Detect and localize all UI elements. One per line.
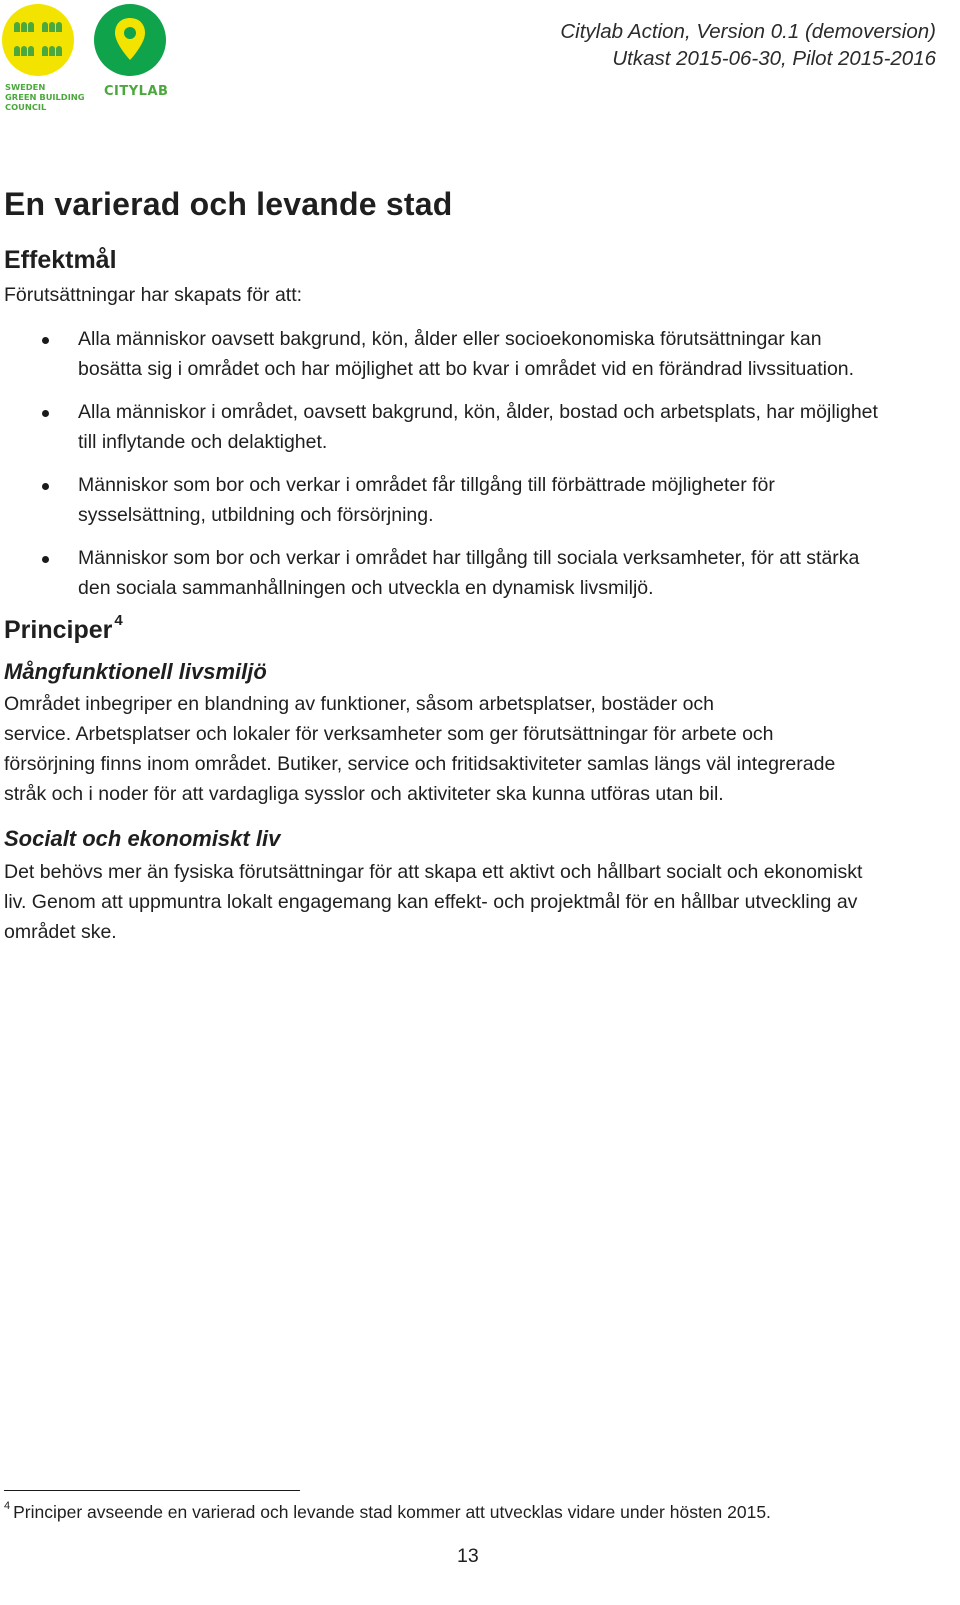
list-item-line: bosätta sig i området och har möjlighet att bo kvar i området vid en förändrad livssituation. xyxy=(78,357,855,380)
sgbc-caption-line: SWEDEN xyxy=(5,82,46,92)
list-item-line: sysselsättning, utbildning och försörjning. xyxy=(78,503,434,526)
section-heading-mangfunktionell: Mångfunktionell livsmiljö xyxy=(4,659,267,684)
paragraph-line: service. Arbetsplatser och lokaler för verksamheter som ger förutsättningar för arbete och xyxy=(4,723,774,745)
list-item-line: Människor som bor och verkar i området har tillgång till sociala verksamheter, för att stärka xyxy=(78,547,860,569)
footnote-number: 4 xyxy=(4,1500,11,1512)
citylab-logo xyxy=(94,4,170,104)
principer-heading xyxy=(4,612,123,645)
sgbc-buildings-icon xyxy=(2,4,74,76)
list-item-line: till inflytande och delaktighet. xyxy=(78,430,328,453)
paragraph-line: försörjning finns inom området. Butiker, service och fritidsaktiviteter samlas längs väl integrerade xyxy=(4,753,836,775)
list-item-line: Alla människor oavsett bakgrund, kön, ålder eller socioekonomiska förutsättningar kan xyxy=(78,328,822,350)
page-number: 13 xyxy=(457,1545,479,1567)
page-title: En varierad och levande stad xyxy=(4,186,453,222)
paragraph-line: området ske. xyxy=(4,921,117,943)
paragraph-line: Området inbegriper en blandning av funktioner, såsom arbetsplatser, bostäder och xyxy=(4,693,715,715)
document-version-info xyxy=(560,18,936,72)
list-item xyxy=(0,544,940,603)
list-item xyxy=(0,471,940,530)
bullet-icon xyxy=(42,337,49,344)
section-paragraph-mangfunktionell xyxy=(4,689,939,809)
bullet-icon xyxy=(42,556,49,563)
footnote-reference[interactable]: 4 xyxy=(114,612,123,629)
list-item-line: Alla människor i området, oavsett bakgrund, kön, ålder, bostad och arbetsplats, har möjlighet xyxy=(78,401,878,423)
footnote-text: Principer avseende en varierad och levande stad kommer att utvecklas vidare under hösten 2015. xyxy=(13,1502,771,1522)
paragraph-line: stråk och i noder för att vardagliga sysslor och aktiviteter ska kunna utföras utan bil. xyxy=(4,783,724,805)
footnote xyxy=(4,1502,771,1523)
list-item-line: Människor som bor och verkar i området får tillgång till förbättrade möjligheter för xyxy=(78,474,775,496)
sgbc-logo-caption xyxy=(5,82,85,112)
map-pin-icon xyxy=(94,4,166,76)
list-item xyxy=(0,325,940,384)
list-item-line: den sociala sammanhållningen och utveckla en dynamisk livsmiljö. xyxy=(78,576,654,599)
sgbc-caption-line: GREEN BUILDING xyxy=(5,92,85,102)
sgbc-logo xyxy=(2,4,85,114)
bullet-icon xyxy=(42,483,49,490)
paragraph-line: Det behövs mer än fysiska förutsättningar för att skapa ett aktivt och hållbart socialt och ekonomiskt xyxy=(4,861,863,883)
list-item xyxy=(0,398,940,457)
citylab-logo-caption: CITYLAB xyxy=(104,84,169,99)
effektmal-heading: Effektmål xyxy=(4,246,117,274)
bullet-icon xyxy=(42,410,49,417)
section-paragraph-socialt xyxy=(4,857,939,947)
draft-date-line: Utkast 2015-06-30, Pilot 2015-2016 xyxy=(612,47,936,70)
effektmal-list xyxy=(0,325,940,617)
principer-heading-text: Principer xyxy=(4,616,113,644)
version-line: Citylab Action, Version 0.1 (demoversion) xyxy=(560,20,936,43)
footnote-divider xyxy=(4,1490,300,1491)
section-heading-socialt: Socialt och ekonomiskt liv xyxy=(4,826,281,851)
paragraph-line: liv. Genom att uppmuntra lokalt engagemang kan effekt- och projektmål för en hållbar utveckling av xyxy=(4,891,858,913)
sgbc-caption-line: COUNCIL xyxy=(5,102,47,112)
effektmal-intro: Förutsättningar har skapats för att: xyxy=(4,284,303,306)
